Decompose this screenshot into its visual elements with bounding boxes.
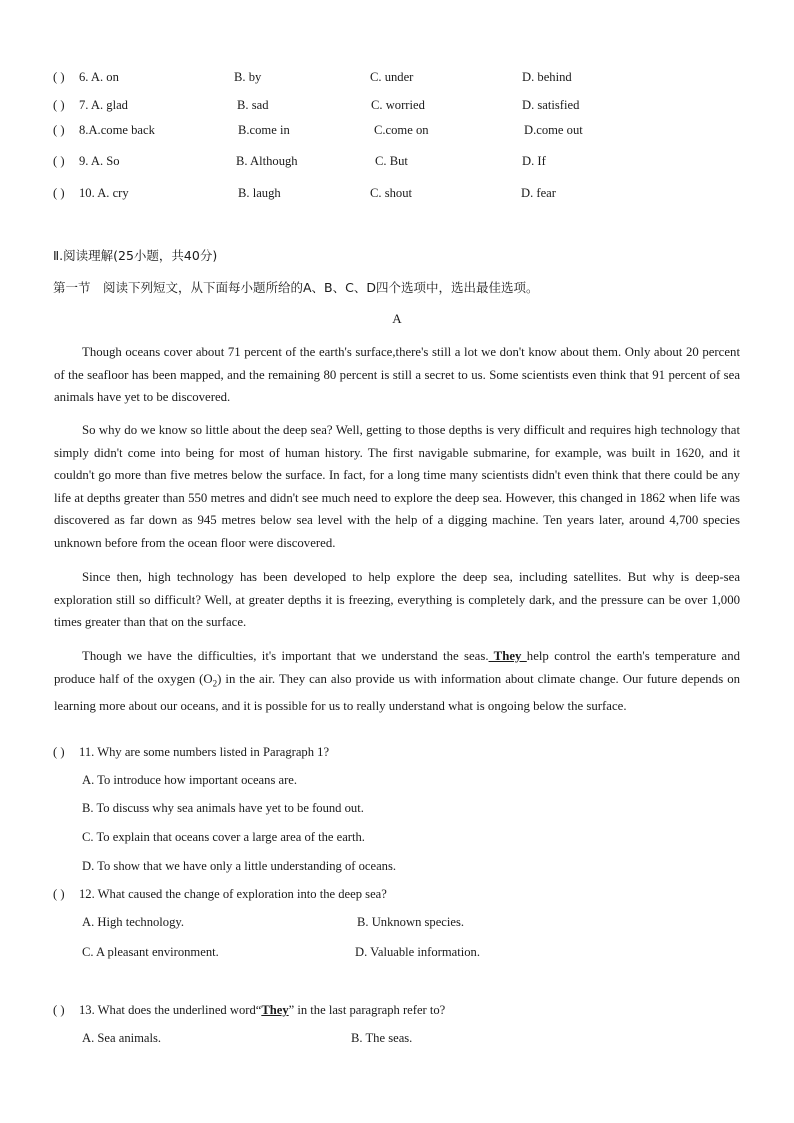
paragraph-4-text: Though we have the difficulties, it's important that we understand the seas. <box>82 649 489 663</box>
option-b: B. by <box>234 70 262 84</box>
answer-blank[interactable]: ( ) <box>53 1003 65 1017</box>
option-d: D. satisfied <box>522 98 580 112</box>
option-b: B. laugh <box>238 186 281 200</box>
choice-a: A. High technology. <box>82 915 185 929</box>
option-d: D. If <box>522 154 546 168</box>
answer-blank[interactable]: ( ) <box>53 154 65 168</box>
section-title: Ⅱ.阅读理解(25小题，共40分) <box>53 248 218 263</box>
option-c: C.come on <box>374 123 429 137</box>
underlined-word-they: They <box>488 649 527 663</box>
choice-c: C. To explain that oceans cover a large area of the earth. <box>82 830 365 844</box>
question-text <box>79 1003 445 1018</box>
option-a: 9. A. So <box>79 154 120 168</box>
choice-c: C. A pleasant environment. <box>82 945 219 959</box>
answer-blank[interactable]: ( ) <box>53 186 65 200</box>
passage-paragraph-1: Though oceans cover about 71 percent of the earth's surface,there's still a lot we don't know about them. Only about 20 percent of the seafloor has been mapped, and the remaining 80 percent is still a secret to us. Some scientists even think that 91 percent of sea animals have yet to be discovered. <box>54 345 740 405</box>
choice-d: D. Valuable information. <box>355 945 480 959</box>
option-a: 6. A. on <box>79 70 119 84</box>
option-c: C. But <box>375 154 408 168</box>
option-a: 10. A. cry <box>79 186 129 200</box>
paragraph-4-text: help control the earth's temperature and produce half of the oxygen (O <box>54 649 740 686</box>
answer-blank[interactable]: ( ) <box>53 123 65 137</box>
question-text: 12. What caused the change of exploration into the deep sea? <box>79 887 387 901</box>
question-text: 11. Why are some numbers listed in Paragraph 1? <box>79 745 330 759</box>
option-a: 7. A. glad <box>79 98 128 112</box>
choice-a: A. To introduce how important oceans are. <box>82 773 298 787</box>
option-b: B. Although <box>236 154 298 168</box>
answer-blank[interactable]: ( ) <box>53 70 65 84</box>
answer-blank[interactable]: ( ) <box>53 887 65 901</box>
answer-blank[interactable]: ( ) <box>53 98 65 112</box>
option-a: 8.A.come back <box>79 123 155 137</box>
option-d: D.come out <box>524 123 583 137</box>
underlined-word-they: They <box>261 1003 289 1017</box>
answer-blank[interactable]: ( ) <box>53 745 65 759</box>
section-instruction: 第一节 阅读下列短文，从下面每小题所给的A、B、C、D四个选项中，选出最佳选项。 <box>53 280 539 295</box>
choice-d: D. To show that we have only a little understanding of oceans. <box>82 859 397 873</box>
option-b: B. sad <box>237 98 269 112</box>
passage-label: A <box>392 311 402 326</box>
choice-b: B. Unknown species. <box>357 915 465 929</box>
passage-paragraph-3: Since then, high technology has been developed to help explore the deep sea, including satellites. But why is deep-sea exploration still so difficult? Well, at greater depths it is freezing, everything is completely dark, and the pressure can be over 1,000 times greater than that on the surface. <box>54 570 740 630</box>
subscript-2: 2 <box>212 678 218 689</box>
question-text-part: 13. What does the underlined word“ <box>79 1003 262 1017</box>
choice-b: B. To discuss why sea animals have yet to be found out. <box>82 801 364 815</box>
passage-paragraph-2: So why do we know so little about the deep sea? Well, getting to those depths is very difficult and requires high technology that simply didn't come into being for most of human history. The first navigable submarine, for example, was built in 1620, and it couldn't go more than five metres below the surface. In fact, for a long time many scientists didn't even think that there could be any life at depths greater than 550 metres and didn't see much need to explore the deep sea. However, this changed in 1862 when life was discovered as far down as 945 metres below sea level with the help of a digging machine. Ten years later, around 4,700 species unknown before from the ocean floor were discovered. <box>54 423 740 550</box>
question-text-part: ” in the last paragraph refer to? <box>288 1003 446 1017</box>
option-c: C. shout <box>370 186 412 200</box>
option-c: C. under <box>370 70 414 84</box>
option-c: C. worried <box>371 98 425 112</box>
option-b: B.come in <box>238 123 290 137</box>
passage-paragraph-4 <box>54 645 740 717</box>
choice-b: B. The seas. <box>351 1031 413 1045</box>
paragraph-4-text: ) in the air. They can also provide us with information about climate change. Our future depends on learning more about our oceans, and it is possible for us to really understand what is ongoing below the surface. <box>54 671 740 713</box>
option-d: D. behind <box>522 70 572 84</box>
option-d: D. fear <box>521 186 556 200</box>
choice-a: A. Sea animals. <box>82 1031 162 1045</box>
